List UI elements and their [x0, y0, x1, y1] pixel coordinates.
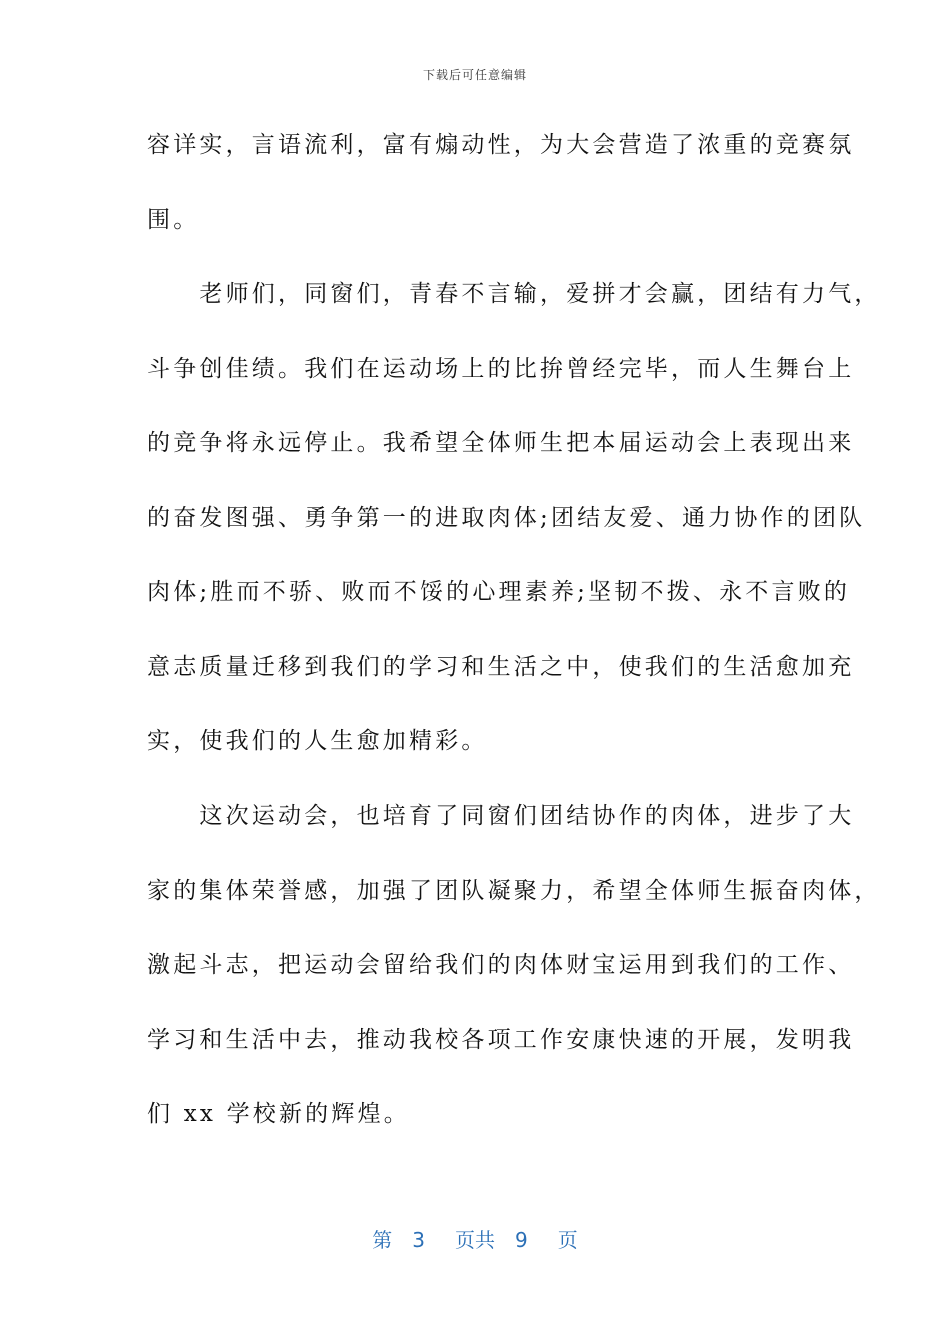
footer-middle: 页共	[455, 1228, 495, 1252]
total-pages-number: 9	[515, 1228, 528, 1252]
text-line: 激起斗志，把运动会留给我们的肉体财宝运用到我们的工作、	[147, 952, 855, 978]
current-page-number: 3	[412, 1228, 425, 1252]
paragraph-3	[147, 779, 881, 1152]
text-line: 斗争创佳绩。我们在运动场上的比拚曾经完毕，而人生舞台上	[147, 355, 855, 382]
text-line: 老师们，同窗们，青春不言输，爱拼才会赢，团结有力气，	[147, 281, 881, 307]
text-line: 们 xx 学校新的辉煌。	[147, 1101, 410, 1127]
page-header-note: 下载后可任意编辑	[422, 68, 527, 82]
text-line: 的竞争将永远停止。我希望全体师生把本届运动会上表现出来	[147, 430, 855, 456]
text-line: 围。	[147, 206, 200, 233]
text-line: 家的集体荣誉感，加强了团队凝聚力，希望全体师生振奋肉体，	[147, 877, 881, 904]
page-number-footer	[0, 1224, 950, 1253]
paragraph-2	[147, 257, 881, 779]
paragraph-1	[147, 108, 855, 257]
footer-suffix: 页	[557, 1228, 578, 1252]
footer-prefix: 第	[372, 1228, 393, 1252]
text-line: 意志质量迁移到我们的学习和生活之中，使我们的生活愈加充	[147, 653, 855, 680]
text-line: 的奋发图强、勇争第一的进取肉体;团结友爱、通力协作的团队	[147, 504, 866, 531]
text-line: 容详实，言语流利，富有煽动性，为大会营造了浓重的竞赛氛	[147, 132, 855, 158]
text-line: 实，使我们的人生愈加精彩。	[147, 728, 488, 754]
text-line: 肉体;胜而不骄、败而不馁的心理素养;坚韧不拨、永不言败的	[147, 579, 851, 605]
text-line: 这次运动会，也培育了同窗们团结协作的肉体，进步了大	[147, 803, 855, 829]
text-line: 学习和生活中去，推动我校各项工作安康快速的开展，发明我	[147, 1026, 855, 1053]
